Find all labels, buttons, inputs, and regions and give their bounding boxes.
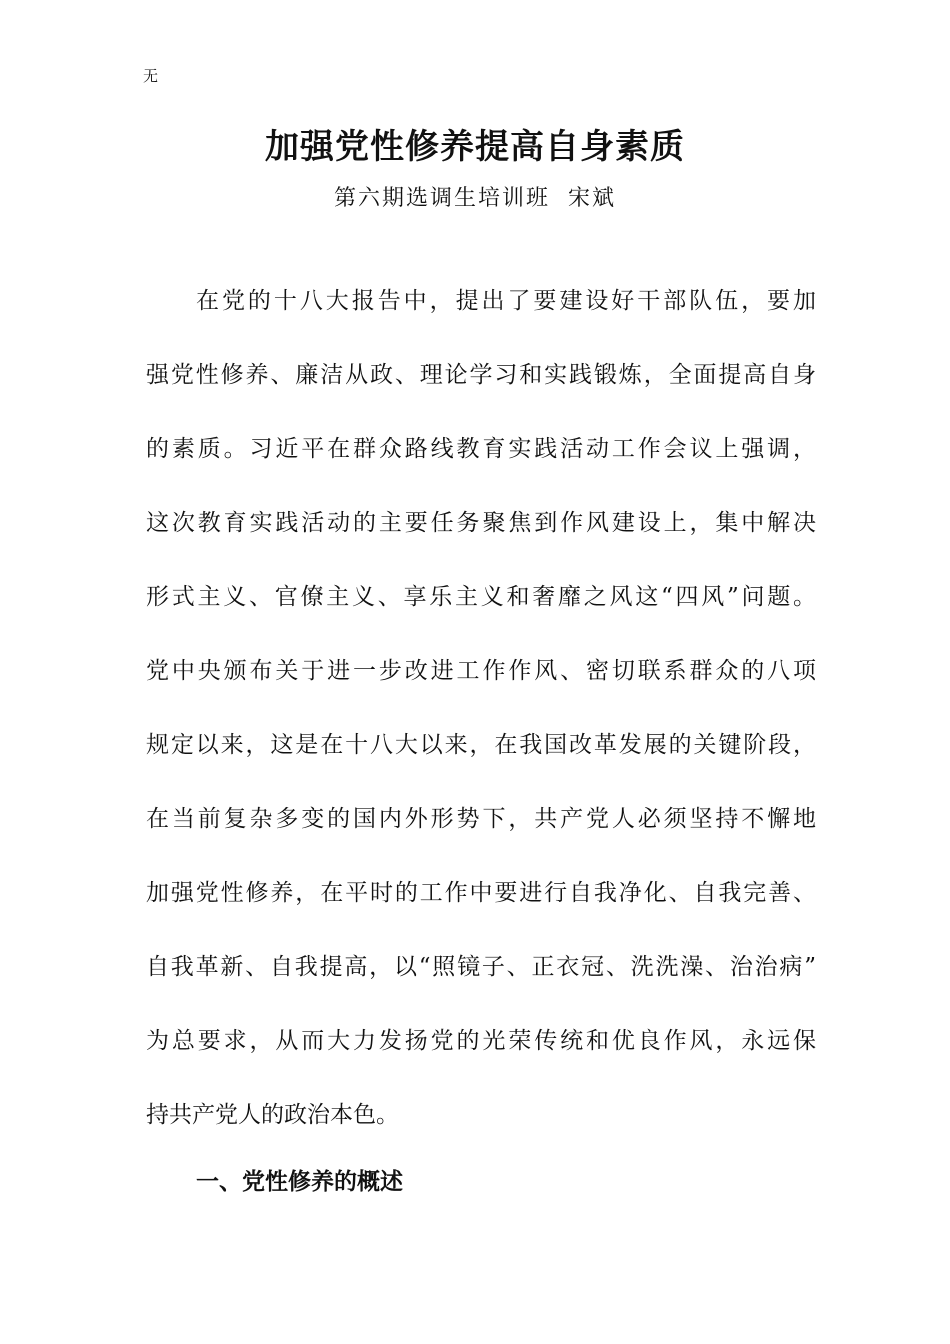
- section-heading: 一、党性修养的概述: [196, 1169, 403, 1195]
- document-subtitle: 第六期选调生培训班 宋斌: [334, 186, 616, 211]
- paragraph-line: 的素质。习近平在群众路线教育实践活动工作会议上强调，: [146, 436, 816, 462]
- paragraph-line: 这次教育实践活动的主要任务聚焦到作风建设上，集中解决: [146, 510, 816, 536]
- paragraph-line: 强党性修养、廉洁从政、理论学习和实践锻炼，全面提高自身: [146, 362, 816, 388]
- paragraph-line: 加强党性修养，在平时的工作中要进行自我净化、自我完善、: [146, 880, 816, 906]
- paragraph-line: 为总要求，从而大力发扬党的光荣传统和优良作风，永远保: [146, 1028, 816, 1054]
- paragraph-line: 党中央颁布关于进一步改进工作作风、密切联系群众的八项: [146, 658, 816, 684]
- paragraph-line: 形式主义、官僚主义、享乐主义和奢靡之风这“四风”问题。: [146, 584, 816, 610]
- paragraph-line: 在党的十八大报告中，提出了要建设好干部队伍，要加: [196, 288, 816, 314]
- body-paragraph: [146, 264, 816, 1152]
- header-mark: 无: [143, 67, 159, 85]
- paragraph-line: 规定以来，这是在十八大以来，在我国改革发展的关键阶段，: [146, 732, 816, 758]
- document-title: 加强党性修养提高自身素质: [265, 127, 685, 167]
- paragraph-line: 在当前复杂多变的国内外形势下，共产党人必须坚持不懈地: [146, 806, 816, 832]
- paragraph-line: 自我革新、自我提高，以“照镜子、正衣冠、洗洗澡、治治病”: [146, 954, 816, 980]
- paragraph-line: 持共产党人的政治本色。: [146, 1102, 399, 1128]
